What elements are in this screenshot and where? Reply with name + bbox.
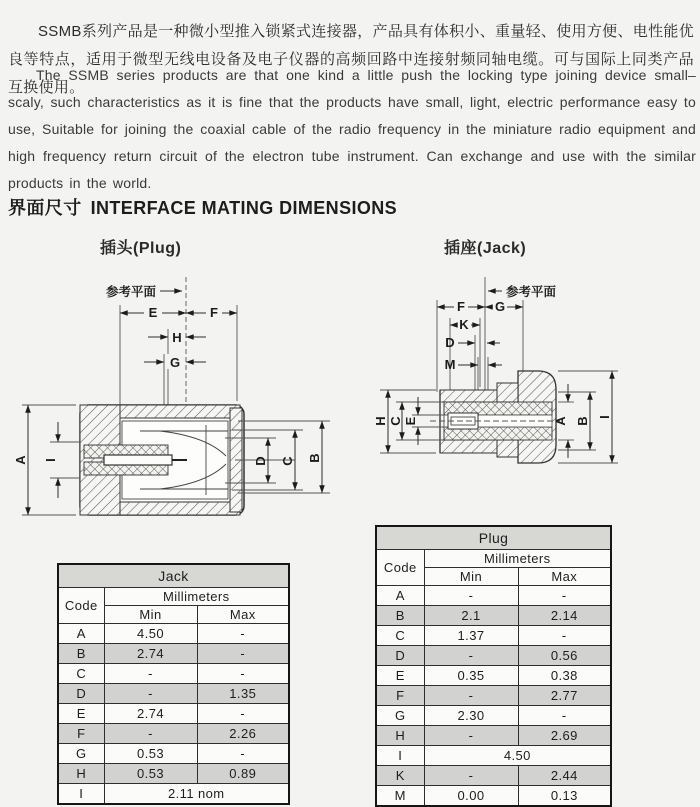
dim-label-b: B: [575, 416, 590, 426]
table-row: [376, 666, 611, 686]
cell-code: H: [58, 764, 104, 784]
cell-code: C: [376, 626, 424, 646]
dim-label-c: C: [388, 416, 403, 426]
cell-max: 0.38: [518, 666, 611, 686]
dim-label-a: A: [553, 416, 568, 426]
dim-label-f: F: [457, 299, 465, 314]
dim-label-h: H: [373, 416, 388, 426]
center-contact: [104, 455, 172, 465]
table-row: [58, 724, 289, 744]
table-row: [376, 766, 611, 786]
table-row: [376, 626, 611, 646]
table-row: [58, 764, 289, 784]
dim-label-d: D: [445, 335, 455, 350]
table-row: [58, 684, 289, 704]
plug-dim-I: [43, 422, 80, 498]
col-header-max: Max: [518, 568, 611, 586]
cell-max: -: [197, 704, 289, 724]
jack-dimensions-table: [57, 563, 290, 805]
dim-label-m: M: [444, 357, 456, 372]
cell-code: K: [376, 766, 424, 786]
plug-dim-C: [280, 430, 295, 490]
cell-min: 4.50: [104, 624, 197, 644]
cell-min: -: [424, 726, 518, 746]
cell-min: 1.37: [424, 626, 518, 646]
cell-code: A: [376, 586, 424, 606]
col-header-code: Code: [58, 588, 104, 624]
dim-label-g: G: [169, 355, 181, 370]
cell-min: -: [424, 766, 518, 786]
dim-label-e: E: [403, 416, 418, 426]
dim-label-d: D: [253, 456, 268, 466]
cell-min: -: [104, 664, 197, 684]
jack-body-section: [430, 371, 560, 463]
cell-code: C: [58, 664, 104, 684]
cell-max: 2.69: [518, 726, 611, 746]
cell-min: 0.35: [424, 666, 518, 686]
cell-min: 0.00: [424, 786, 518, 807]
cell-min: 0.53: [104, 744, 197, 764]
cell-code: G: [58, 744, 104, 764]
jack-section-drawing: [372, 265, 700, 505]
plug-dim-B: [307, 421, 322, 493]
table-row: [58, 624, 289, 644]
cell-code: M: [376, 786, 424, 807]
cell-code: D: [376, 646, 424, 666]
cell-max: -: [518, 626, 611, 646]
cell-max: -: [197, 644, 289, 664]
cell-code: A: [58, 624, 104, 644]
ref-plane-label: 参考平面: [106, 285, 157, 299]
cell-code: F: [376, 686, 424, 706]
table-row: [58, 664, 289, 684]
table-row: [376, 786, 611, 807]
cell-code: G: [376, 706, 424, 726]
cell-code: D: [58, 684, 104, 704]
cell-max: 1.35: [197, 684, 289, 704]
cell-min: 0.53: [104, 764, 197, 784]
cell-min: 2.74: [104, 704, 197, 724]
table-title: Jack: [58, 564, 289, 588]
table-row: [58, 744, 289, 764]
table-title-row: [58, 564, 289, 588]
table-row: [58, 704, 289, 724]
jack-drawing-caption: 插座(Jack): [444, 240, 527, 257]
col-header-min: Min: [424, 568, 518, 586]
cell-span-value: 4.50: [424, 746, 611, 766]
cell-min: -: [104, 724, 197, 744]
table-header-row: [376, 550, 611, 568]
col-header-unit: Millimeters: [424, 550, 611, 568]
cell-min: 2.1: [424, 606, 518, 626]
cell-max: 0.13: [518, 786, 611, 807]
col-header-code: Code: [376, 550, 424, 586]
plug-ref-plane-callout: [106, 277, 186, 417]
jack-dim-G: [485, 299, 523, 314]
cell-min: -: [424, 646, 518, 666]
table-row: [376, 726, 611, 746]
plug-dim-H: [148, 329, 206, 345]
jack-dim-D: [445, 335, 500, 350]
section-heading-en: INTERFACE MATING DIMENSIONS: [90, 198, 398, 218]
cell-max: -: [197, 664, 289, 684]
plug-dim-G: [144, 354, 206, 370]
dim-label-b: B: [307, 453, 322, 463]
dim-label-h: H: [172, 330, 182, 345]
cell-max: -: [197, 624, 289, 644]
col-header-unit: Millimeters: [104, 588, 289, 606]
cell-code: E: [376, 666, 424, 686]
cell-max: -: [518, 706, 611, 726]
cell-code: B: [376, 606, 424, 626]
cell-code: I: [376, 746, 424, 766]
table-title-row: [376, 526, 611, 550]
dim-label-a: A: [13, 455, 28, 465]
plug-drawing-caption: 插头(Plug): [100, 240, 182, 257]
cell-max: -: [518, 586, 611, 606]
jack-dim-K: [450, 317, 480, 332]
dim-label-g: G: [494, 299, 506, 314]
cell-code: F: [58, 724, 104, 744]
cell-min: -: [424, 586, 518, 606]
dim-label-f: F: [210, 305, 218, 320]
cell-min: -: [424, 686, 518, 706]
cell-max: 2.77: [518, 686, 611, 706]
cell-span-value: 2.11 nom: [104, 784, 289, 805]
plug-body-section: [80, 405, 244, 515]
section-heading: [8, 194, 397, 220]
table-row: [376, 646, 611, 666]
cell-code: H: [376, 726, 424, 746]
intro-paragraph-english: The SSMB series products are that one kind a little push the locking type joining device small– scaly, such characteristics as it is fine that the products have small, light, electric performance easy to use, Suitable for joining the coaxial cable of the radio frequency in the miniature radio equipment and high frequency return circuit of the electron tube instrument. Can exchange and use with the similar products in the world.: [8, 67, 696, 191]
dim-label-k: K: [459, 317, 469, 332]
dim-label-c: C: [280, 456, 295, 466]
cell-min: 2.30: [424, 706, 518, 726]
col-header-max: Max: [197, 606, 289, 624]
dim-label-e: E: [148, 305, 158, 320]
cell-max: 0.56: [518, 646, 611, 666]
table-row: [376, 606, 611, 626]
cell-min: 2.74: [104, 644, 197, 664]
table-row: [58, 644, 289, 664]
cell-code: B: [58, 644, 104, 664]
cell-min: -: [104, 684, 197, 704]
cell-code: I: [58, 784, 104, 805]
jack-dim-M: [445, 357, 502, 372]
table-header-row: [58, 588, 289, 606]
plug-dim-D: [253, 438, 268, 483]
ref-plane-label: 参考平面: [506, 285, 557, 299]
table-row: [58, 784, 289, 805]
cell-max: 2.14: [518, 606, 611, 626]
jack-dim-F: [437, 299, 485, 314]
dim-label-i: I: [597, 415, 612, 419]
cell-max: 2.44: [518, 766, 611, 786]
cell-max: 0.89: [197, 764, 289, 784]
cell-max: 2.26: [197, 724, 289, 744]
plug-dimensions-table: [375, 525, 612, 807]
intro-paragraph-chinese: SSMB系列产品是一种微小型推入锁紧式连接器，产品具有体积小、重量轻、使用方便、电性能优良等特点，适用于微型无线电设备及电子仪器的高频回路中连接射频同轴电缆。可与国际上同类产品互换使用。: [8, 23, 694, 96]
plug-section-drawing: [10, 265, 340, 555]
table-row: [376, 686, 611, 706]
table-row: [376, 706, 611, 726]
table-row: [376, 586, 611, 606]
dim-label-i: I: [43, 458, 58, 462]
table-row: [376, 746, 611, 766]
plug-dim-F: [186, 305, 237, 320]
table-title: Plug: [376, 526, 611, 550]
cell-max: -: [197, 744, 289, 764]
cell-code: E: [58, 704, 104, 724]
section-heading-zh: 界面尺寸: [8, 198, 82, 218]
col-header-min: Min: [104, 606, 197, 624]
plug-dim-E: [120, 305, 186, 320]
